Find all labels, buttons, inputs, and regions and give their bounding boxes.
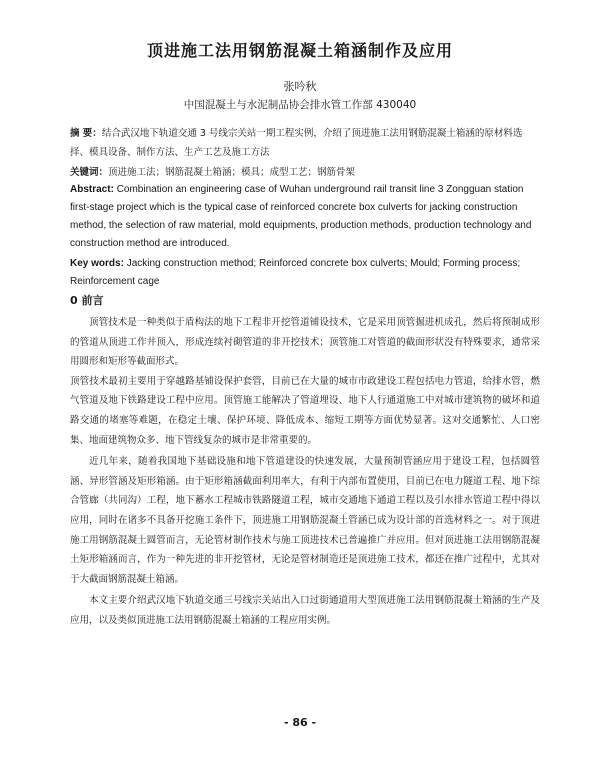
abstract-en <box>70 181 540 253</box>
keywords-en-text: Jacking construction method; Reinforced concrete box culverts; Mould; Forming process; Reinforcement cage <box>70 258 521 287</box>
paper-title: 顶进施工法用钢筋混凝土箱涵制作及应用 <box>146 41 453 60</box>
body-text <box>70 313 540 631</box>
keywords-cn-label: 关键词： <box>70 167 109 178</box>
abstract-cn-label: 摘 要： <box>70 128 102 139</box>
abstract-cn <box>70 124 540 162</box>
body-paragraph: 近几年来，随着我国地下基础设施和地下管道建设的快速发展，大量预制管涵应用于建设工程，包括圆管涵、异形管涵及矩形箱涵。由于矩形箱涵截面利用率大，有利于内部布置使用，目前已在电力隧道工程、地下综合管廊（共同沟）工程，地下蓄水工程城市铁路隧道工程，城市交通地下通道工程以及引水排水管道工程中得以应用，同时在诸多不具备开挖施工条件下，顶进施工用钢筋混凝土管涵已成为设计部的首选材料之一。对于顶进施工用钢筋混凝土圆管而言，无论管材制作技术与施工顶进技术已普遍推广并应用。但对顶进施工法用钢筋混凝土矩形箱涵而言，作为一种先进的非开挖管材，无论是管材制造还是顶进施工技术，都还在推广过程中，尤其对于大截面钢筋混凝土箱涵。 <box>70 456 540 585</box>
section-heading: 0 前言 <box>70 294 104 307</box>
author-affiliation: 中国混凝土与水泥制品协会排水管工作部 430040 <box>183 99 417 111</box>
abstract-en-text: Combination an engineering case of Wuhan underground rail transit line 3 Zongguan station first-stage project which is the typical case of reinforced concrete box culverts for jacking construction method, the selection of raw material, mold equipments, production methods, production technology and construction method are introduced. <box>70 184 532 249</box>
body-paragraph: 顶管技术是一种类似于盾构法的地下工程非开挖管道铺设技术，它是采用顶管掘进机成孔，然后将预制成形的管道从顶进工作井顶入，形成连续衬砌管道的非开挖技术；顶管施工对管道的截面形状没有特殊要求，通常采用圆形和矩形等截面形式。 <box>70 317 540 368</box>
page-number: - 86 - <box>283 716 317 729</box>
author-name: 张吟秋 <box>283 80 317 93</box>
keywords-cn-text: 顶进施工法；钢筋混凝土箱涵；模具；成型工艺；钢筋骨架 <box>108 167 356 178</box>
keywords-cn <box>70 163 540 182</box>
abstract-en-label: Abstract: <box>70 184 114 195</box>
abstract-cn-text: 结合武汉地下轨道交通 3 号线宗关站一期工程实例，介绍了顶进施工法用钢筋混凝土箱涵的原材料选择、模具设备、制作方法、生产工艺及施工方法 <box>70 128 523 158</box>
keywords-en <box>70 255 540 291</box>
body-paragraph: 顶管技术最初主要用于穿越路基铺设保护套管，目前已在大量的城市市政建设工程包括电力管道，给排水管，燃气管道及地下铁路建设工程中应用。顶管施工能解决了管道埋设、地下人行通道施工中对城市建筑物的破坏和道路交通的堵塞等难题，在稳定土壤、保护环境、降低成本、缩短工期等方面优势显著。这对交通繁忙、人口密集、地面建筑物众多、地下管线复杂的城市是非常重要的。 <box>70 375 540 446</box>
body-paragraph: 本文主要介绍武汉地下轨道交通三号线宗关站出入口过街通道用大型顶进施工法用钢筋混凝土箱涵的生产及应用，以及类似顶进施工法用钢筋混凝土箱涵的工程应用实例。 <box>70 595 540 626</box>
keywords-en-label: Key words: <box>70 258 124 269</box>
